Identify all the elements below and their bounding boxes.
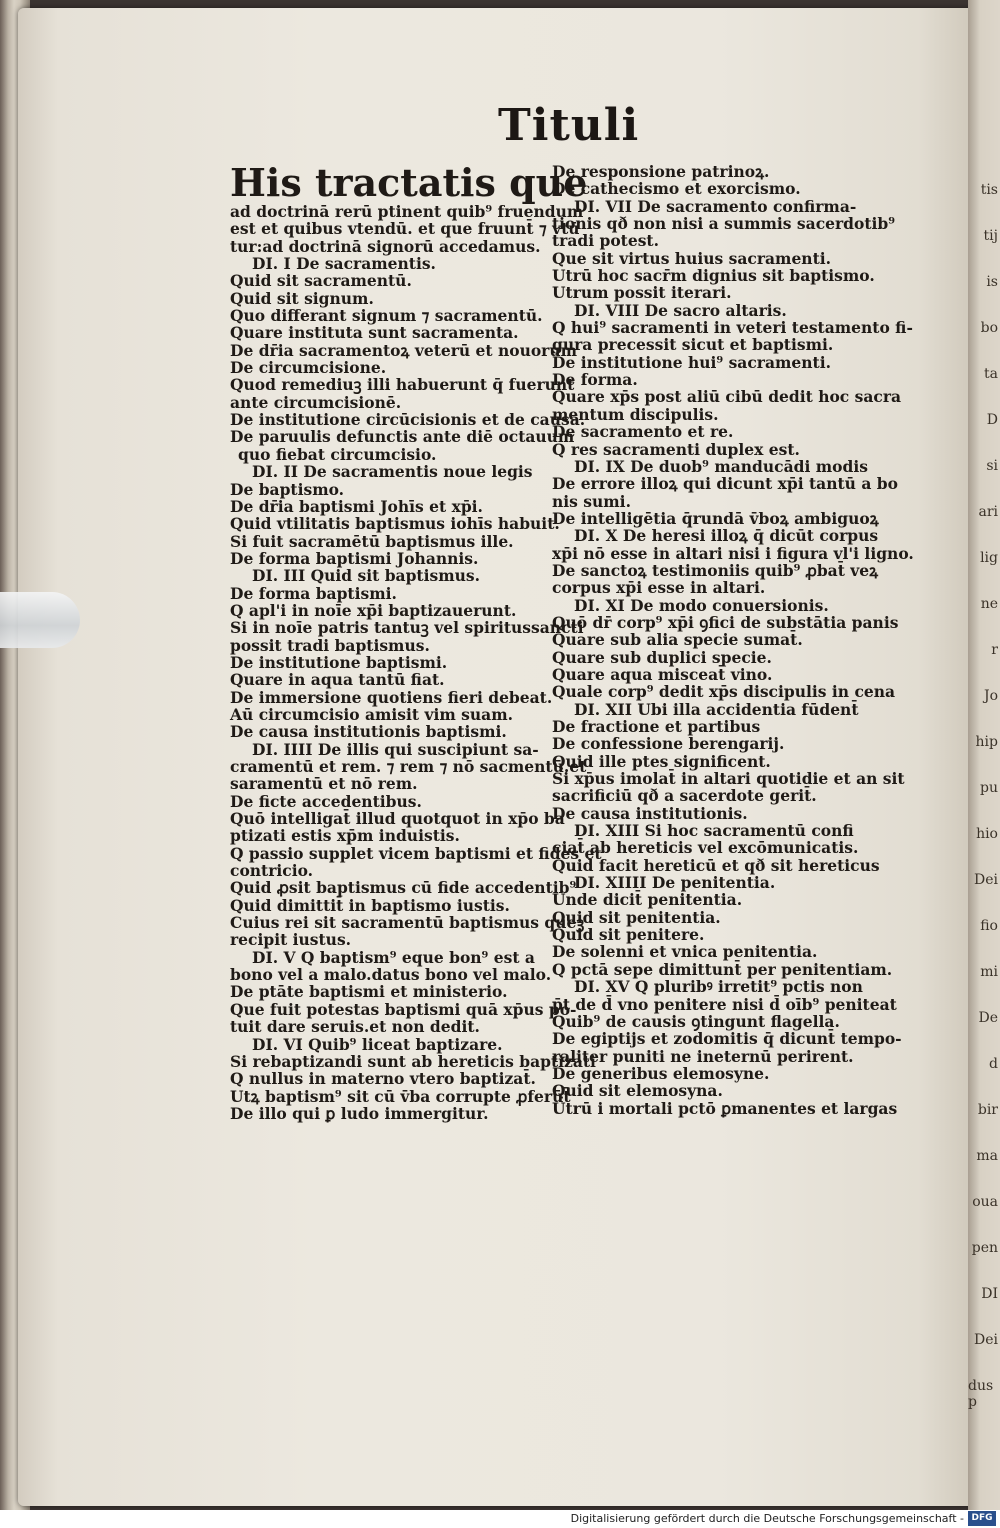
text-line: De generibus elemosyne. [552, 1063, 770, 1083]
facing-page-fragment: fio [980, 918, 998, 934]
text-line: tuit dare seruis.et non dedit. [230, 1017, 480, 1037]
text-line: DI. VII De sacramento confirma- [574, 196, 857, 216]
text-line: Utꝝ baptism⁹ sit cū v̄ba corrupte ꝓferūt̄ [230, 1086, 571, 1106]
facing-page-fragment: pen [971, 1240, 998, 1256]
text-line: est et quibus vtendū. et que fruunt̄ ⁊ vtū [230, 219, 580, 239]
text-line: Si xp̄us imolat̄ in altari quotidie et an sit [552, 769, 905, 789]
text-line: Quid sit sacramentū. [230, 271, 412, 291]
text-line: ad doctrinā rerū ptinent quib⁹ fruendum [230, 202, 584, 221]
text-line: DI. XIIII De penitentia. [574, 873, 776, 893]
text-line: De sanctoꝝ testimoniis quib⁹ ꝓbat̄ veꝝ [552, 560, 879, 580]
facing-page-fragment: DI [981, 1286, 998, 1302]
facing-page-fragment: hip [975, 734, 998, 750]
text-line: DI. I De sacramentis. [252, 254, 436, 274]
text-line: De forma. [552, 370, 638, 390]
text-line: tionis qð non nisi a summis sacerdotib⁹ [552, 214, 896, 234]
page-clip [0, 592, 80, 648]
text-line: Quid facit hereticū et qð sit hereticus [552, 855, 880, 875]
text-line: Quod remediuꝫ illi habuerunt q̄ fuerunt [230, 375, 575, 395]
text-line: DI. XIII Si hoc sacramentū confi [574, 821, 854, 841]
text-line: ante circumcisionē. [230, 392, 402, 412]
text-line: Quid ille ptes significent. [552, 751, 771, 771]
text-line: gura precessit sicut et baptismi. [552, 335, 834, 355]
text-line: corpus xp̄i esse in altari. [552, 578, 766, 598]
text-line: Q hui⁹ sacramenti in veteri testamento fi- [552, 318, 913, 338]
text-line: De forma baptismi. [230, 583, 397, 603]
text-line: De errore illoꝝ qui dicunt xp̄i tantū a bo [552, 474, 898, 494]
text-line: De fractione et partibus [552, 717, 761, 736]
dfg-logo: DFG [968, 1511, 996, 1526]
text-line: Quid sit signum. [230, 288, 374, 308]
text-line: De causa institutionis. [552, 803, 748, 823]
text-line: De causa institutionis baptismi. [230, 722, 507, 742]
text-line: Aū circumcisio amisit vim suam. [230, 704, 513, 724]
footer-bar [0, 1510, 1000, 1528]
text-line: tradi potest. [552, 231, 659, 251]
text-line: De dr̄ia sacramentoꝝ veterū et nouorum [230, 340, 578, 360]
facing-page-fragment: D [986, 412, 998, 428]
text-line: Quō intelligat̄ illud quotquot in xp̄o ba [230, 809, 565, 829]
facing-page-edge [968, 0, 1000, 1510]
text-line: DI. IIII De illis qui suscipiunt sa- [252, 739, 539, 759]
text-line: ptizati estis xp̄m induistis. [230, 826, 460, 846]
text-line: Q pctā sepe dimittunt̄ per penitentiam. [552, 959, 893, 979]
text-line: Q res sacramenti duplex est. [552, 439, 800, 459]
text-line: Quid sit elemosyna. [552, 1081, 723, 1101]
text-line: De immersione quotiens fieri debeat. [230, 687, 553, 707]
text-line: Quare xp̄s post aliū cibū dedit hoc sacra [552, 387, 902, 407]
text-line: De confessione berengarij. [552, 734, 785, 754]
text-line: Cuius rei sit sacramentū baptismus queꝫ [230, 913, 585, 933]
text-line: Quare sub alia specie sumat̄. [552, 630, 803, 650]
facing-page-fragment: bir [977, 1102, 998, 1118]
text-line: Quib⁹ de causis ꝯtingunt flagella. [552, 1011, 840, 1031]
text-line: De circumcisione. [230, 358, 387, 378]
text-line: De sacramento et re. [552, 422, 734, 442]
text-line: contricio. [230, 861, 314, 881]
text-line: De institutione hui⁹ sacramenti. [552, 352, 831, 372]
text-line: Quare instituta sunt sacramenta. [230, 323, 519, 343]
text-line: saramentū et nō rem. [230, 774, 418, 794]
text-line: DI. XV Q pluribꝰ irretit⁹ pctis non [574, 977, 863, 997]
text-line: DI. XII Ubi illa accidentia fūdent̄ [574, 699, 859, 719]
facing-page-fragment: si [986, 458, 998, 474]
text-line: Utrū hoc sacr̄m dignius sit baptismo. [552, 266, 875, 286]
text-line: De forma baptismi Johannis. [230, 548, 479, 568]
text-line: Quare in aqua tantū fiat. [230, 670, 445, 690]
text-line: p̄t de d̄ vno penitere nisi d̄ oīb⁹ peniteat [552, 994, 897, 1014]
text-line: His tractatis que [230, 160, 588, 205]
facing-page-fragment: d [989, 1056, 998, 1072]
facing-page-fragment: hio [976, 826, 998, 842]
facing-page-fragment: pu [980, 780, 998, 796]
text-line: mentum discipulis. [552, 404, 719, 424]
text-line: Utrū i mortali pctō ꝑmanentes et largas [552, 1098, 898, 1118]
text-line: DI. IX De duob⁹ manducādi modis [574, 456, 868, 476]
text-line: Quid vtilitatis baptismus iohīs habuit. [230, 514, 560, 534]
text-line: Q passio supplet vicem baptismi et fides et [230, 843, 602, 863]
text-line: Si rebaptizandi sunt ab hereticis baptizati [230, 1051, 596, 1071]
text-line: sacrificiū qð a sacerdote gerit̄. [552, 786, 817, 806]
text-line: Q apl'i in noīe xp̄i baptizauerunt. [230, 600, 517, 620]
text-line: DI. III Quid sit baptismus. [252, 566, 480, 586]
text-line: Quid sit penitentia. [552, 907, 721, 927]
facing-page-fragment: Dei [974, 872, 998, 888]
facing-page-fragment: dus p [968, 1378, 994, 1410]
text-line: De cathecismo et exorcismo. [552, 179, 801, 199]
text-line: De illo qui ꝑ ludo immergitur. [230, 1103, 489, 1123]
text-line: ciat̄ ab hereticis vel excōmunicatis. [552, 838, 859, 858]
text-line: recipit iustus. [230, 930, 352, 950]
text-line: possit tradi baptismus. [230, 635, 430, 655]
text-line: Que sit virtus huius sacramenti. [552, 248, 832, 268]
text-line: Quid ꝓsit baptismus cū fide accedentib⁹ [230, 878, 577, 898]
facing-page-fragment: bo [980, 320, 998, 336]
text-line: Quid dimittit̄ in baptismo iustis. [230, 895, 510, 915]
text-line: Q nullus in materno vtero baptizat̄. [230, 1069, 536, 1089]
facing-page-fragment: ma [976, 1148, 998, 1164]
text-line: De ficte accedentibus. [230, 791, 422, 811]
facing-page-fragment: oua [972, 1194, 998, 1210]
facing-page-fragment: tij [983, 228, 998, 244]
page-heading: Tituli [498, 100, 640, 151]
text-line: bono vel a malo.datus bono vel malo. [230, 965, 552, 985]
text-line: raliter puniti ne ineternū perirent. [552, 1046, 854, 1066]
text-line: Quale corp⁹ dedit xp̄s discipulis in cena [552, 682, 896, 702]
text-line: De egiptijs et zodomitis q̄ dicunt̄ tempo- [552, 1029, 902, 1049]
facing-page-fragment: r [991, 642, 998, 658]
facing-page-fragment: Jo [983, 688, 998, 704]
text-line: Quare sub duplici specie. [552, 647, 772, 667]
facing-page-fragment: tis [980, 182, 998, 198]
text-line: De paruulis defunctis ante diē octauum [230, 427, 575, 447]
text-line: De baptismo. [230, 479, 345, 499]
text-line: Quo differant signum ⁊ sacramentū. [230, 306, 543, 326]
text-line: DI. VIII De sacro altaris. [574, 300, 787, 320]
text-line: DI. II De sacramentis noue legis [252, 462, 533, 482]
facing-page-fragment: ne [980, 596, 998, 612]
text-line: De institutione circūcisionis et de causa. [230, 410, 586, 430]
text-line: Que fuit potestas baptismi quā xp̄us po- [230, 999, 577, 1019]
text-line: DI. X De heresi illoꝝ q̄ dicūt corpus [574, 526, 879, 546]
footer-credit: Digitalisierung gefördert durch die Deutsche Forschungsgemeinschaft - [570, 1512, 964, 1525]
text-line: DI. V Q baptism⁹ eque bon⁹ est a [252, 947, 535, 967]
text-line: De intelligētia q̄rundā v̄boꝝ ambiguoꝝ [552, 508, 879, 528]
text-line: tur:ad doctrinā signorū accedamus. [230, 236, 541, 256]
text-line: Utrum possit iterari. [552, 283, 732, 303]
text-line: Unde dicit̄ penitentia. [552, 890, 743, 910]
text-line: xp̄i nō esse in altari nisi i figura vl'i ligno. [552, 543, 914, 563]
text-line: quo fiebat circumcisio. [238, 444, 437, 464]
text-line: Quare aqua misceat̄ vino. [552, 664, 773, 684]
text-line: De responsione patrinoꝝ. [552, 162, 770, 181]
text-line: Quō dr̄ corp⁹ xp̄i ꝯfici de substātia panis [552, 612, 899, 632]
text-line: Si fuit sacramētū baptismus ille. [230, 531, 514, 551]
facing-page-fragment: ta [984, 366, 998, 382]
text-line: DI. VI Quib⁹ liceat baptizare. [252, 1034, 503, 1054]
facing-page-fragment: mi [980, 964, 998, 980]
text-line: De ptāte baptismi et ministerio. [230, 982, 508, 1002]
facing-page-fragment: is [986, 274, 998, 290]
text-line: Si in noīe patris tantuꝫ vel spiritussancti [230, 618, 584, 638]
text-line: cramentū et rem. ⁊ rem ⁊ nō sacmentū.et [230, 757, 587, 776]
facing-page-fragment: Dei [974, 1332, 998, 1348]
facing-page-fragment: ari [978, 504, 998, 520]
right-text-column [552, 162, 914, 1118]
text-line: De dr̄ia baptismi Johīs et xp̄i. [230, 496, 483, 516]
text-line: DI. XI De modo conuersionis. [574, 595, 829, 615]
facing-page-fragment: lig [980, 550, 998, 566]
facing-page-fragment: De [978, 1010, 998, 1026]
text-line: De solenni et vnica penitentia. [552, 942, 818, 962]
text-line: Quid sit penitere. [552, 925, 705, 945]
text-line: De institutione baptismi. [230, 652, 448, 672]
text-line: nis sumi. [552, 491, 631, 511]
